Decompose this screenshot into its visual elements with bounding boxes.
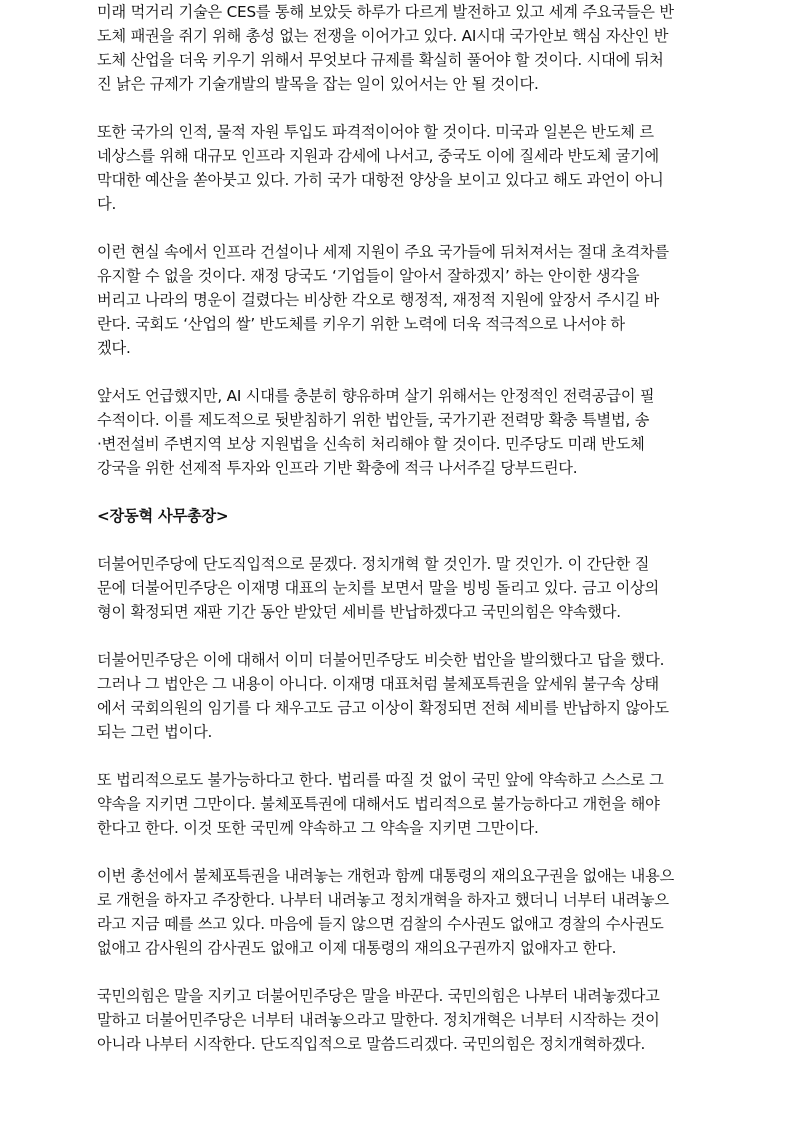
speaker-heading: <장동혁 사무총장> — [97, 507, 229, 525]
text-line: 강국을 위한 선제적 투자와 인프라 기반 확충에 적극 나서주길 당부드린다. — [97, 459, 578, 477]
text-line: 버리고 나라의 명운이 걸렸다는 비상한 각오로 행정적, 재정적 지원에 앞장서 주시길 바 — [97, 291, 660, 309]
text-line: 그러나 그 법안은 그 내용이 아니다. 이재명 대표처럼 불체포특권을 앞세워 불구속 상태 — [97, 675, 660, 693]
paragraph-bill-response — [97, 648, 697, 744]
text-line: 문에 더불어민주당은 이재명 대표의 눈치를 보면서 말을 빙빙 돌리고 있다. 금고 이상의 — [97, 579, 660, 597]
text-line: 이런 현실 속에서 인프라 건설이나 세제 지원이 주요 국가들에 뒤처져서는 절대 초격차를 — [97, 243, 669, 261]
text-line: 라고 지금 떼를 쓰고 있다. 마음에 들지 않으면 검찰의 수사권도 없애고 경찰의 수사권도 — [97, 915, 664, 933]
text-line: 말하고 더불어민주당은 너부터 내려놓으라고 말한다. 정치개혁은 너부터 시작하는 것이 — [97, 1011, 660, 1029]
text-line: 로 개헌을 하자고 주장한다. 나부터 내려놓고 정치개혁을 하자고 했더니 너부터 내려놓으 — [97, 891, 669, 909]
text-line: 유지할 수 없을 것이다. 재정 당국도 ‘기업들이 알아서 잘하겠지’ 하는 안이한 생각을 — [97, 267, 640, 285]
text-line: 미래 먹거리 기술은 CES를 통해 보았듯 하루가 다르게 발전하고 있고 세계 주요국들은 반 — [97, 3, 674, 21]
text-line: 막대한 예산을 쏟아붓고 있다. 가히 국가 대항전 양상을 보이고 있다고 해도 과언이 아니 — [97, 171, 664, 189]
text-line: 더불어민주당은 이에 대해서 이미 더불어민주당도 비슷한 법안을 발의했다고 답을 했다. — [97, 651, 665, 669]
paragraph-national-resources — [97, 120, 697, 216]
paragraph-constitutional-amendment — [97, 864, 697, 960]
paragraph-semiconductor-regulation — [97, 0, 697, 96]
paragraph-infrastructure-support — [97, 240, 697, 360]
text-line: 수적이다. 이를 제도적으로 뒷받침하기 위한 법안들, 국가기관 전력망 확충 특별법, 송 — [97, 411, 650, 429]
text-line: 국민의힘은 말을 지키고 더불어민주당은 말을 바꾼다. 국민의힘은 나부터 내려놓겠다고 — [97, 987, 660, 1005]
text-line: 겠다. — [97, 339, 131, 357]
paragraph-political-reform-question — [97, 552, 697, 624]
text-line: 네상스를 위해 대규모 인프라 지원과 감세에 나서고, 중국도 이에 질세라 반도체 굴기에 — [97, 147, 660, 165]
text-line: 앞서도 언급했지만, AI 시대를 충분히 향유하며 살기 위해서는 안정적인 전력공급이 필 — [97, 387, 655, 405]
text-line: 아니라 나부터 시작한다. 단도직입적으로 말씀드리겠다. 국민의힘은 정치개혁하겠다. — [97, 1035, 646, 1053]
text-line: 도체 패권을 쥐기 위해 총성 없는 전쟁을 이어가고 있다. AI시대 국가안보 핵심 자산인 반 — [97, 27, 669, 45]
text-line: 없애고 감사원의 감사권도 없애고 이제 대통령의 재의요구권까지 없애자고 한다. — [97, 939, 617, 957]
text-line: ·변전설비 주변지역 보상 지원법을 신속히 처리해야 할 것이다. 민주당도 미래 반도체 — [97, 435, 645, 453]
paragraph-closing-statement — [97, 984, 697, 1056]
text-line: 또한 국가의 인적, 물적 자원 투입도 파격적이어야 할 것이다. 미국과 일본은 반도체 르 — [97, 123, 654, 141]
text-line: 또 법리적으로도 불가능하다고 한다. 법리를 따질 것 없이 국민 앞에 약속하고 스스로 그 — [97, 771, 664, 789]
text-line: 진 낡은 규제가 기술개발의 발목을 잡는 일이 있어서는 안 될 것이다. — [97, 75, 539, 93]
text-line: 에서 국회의원의 임기를 다 채우고도 금고 이상이 확정되면 전혀 세비를 반납하지 않아도 — [97, 699, 669, 717]
paragraph-legal-argument — [97, 768, 697, 840]
document-body — [97, 0, 697, 1080]
text-line: 형이 확정되면 재판 기간 동안 받았던 세비를 반납하겠다고 국민의힘은 약속했다. — [97, 603, 621, 621]
text-line: 다. — [97, 195, 117, 213]
text-line: 한다고 한다. 이것 또한 국민께 약속하고 그 약속을 지키면 그만이다. — [97, 819, 539, 837]
text-line: 더불어민주당에 단도직입적으로 묻겠다. 정치개혁 할 것인가. 말 것인가. 이 간단한 질 — [97, 555, 650, 573]
text-line: 이번 총선에서 불체포특권을 내려놓는 개헌과 함께 대통령의 재의요구권을 없애는 내용으 — [97, 867, 675, 885]
paragraph-power-supply — [97, 384, 697, 480]
text-line: 되는 그런 법이다. — [97, 723, 213, 741]
text-line: 도체 산업을 더욱 키우기 위해서 무엇보다 규제를 확실히 풀어야 할 것이다. 시대에 뒤처 — [97, 51, 664, 69]
text-line: 약속을 지키면 그만이다. 불체포특권에 대해서도 법리적으로 불가능하다고 개헌을 해야 — [97, 795, 660, 813]
text-line: 란다. 국회도 ‘산업의 쌀’ 반도체를 키우기 위한 노력에 더욱 적극적으로 나서야 하 — [97, 315, 625, 333]
